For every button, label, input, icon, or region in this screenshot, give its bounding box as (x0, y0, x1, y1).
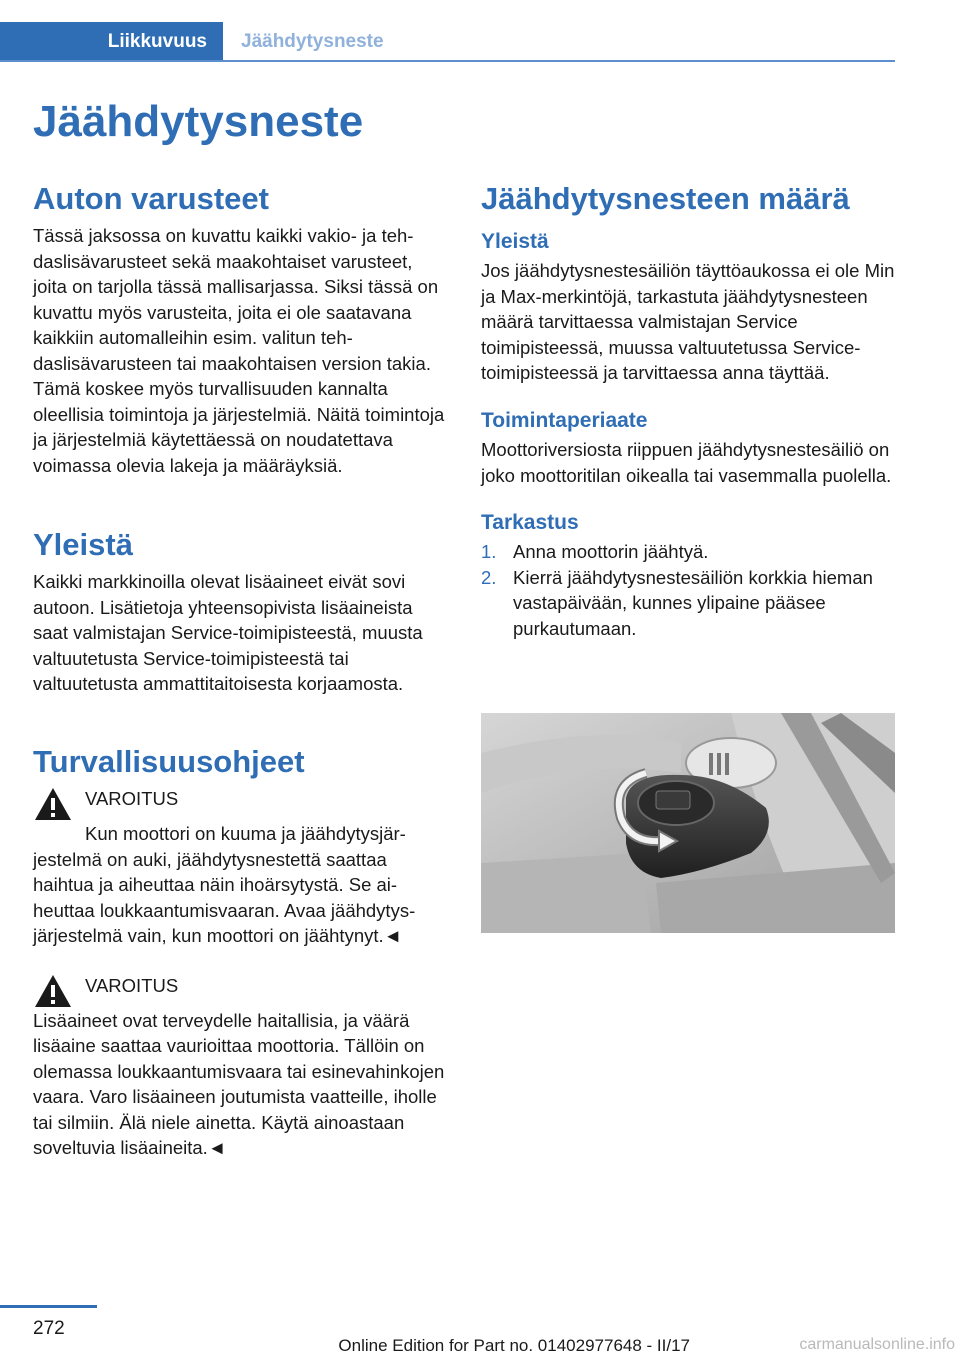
warning-block-2 (33, 973, 451, 1161)
subsection-title-toimintaperiaate: Toimintaperiaate (481, 408, 648, 432)
coolant-cap-photo (481, 713, 895, 933)
warning-triangle-icon (33, 786, 73, 822)
header-divider (0, 60, 895, 62)
list-item (481, 539, 901, 565)
tab-jaahdytysneste[interactable]: Jäähdytysneste (241, 31, 384, 52)
warning-block-1 (33, 786, 451, 949)
subsection-title-yleista: Yleistä (481, 230, 549, 254)
subsection-text-toimintaperiaate: Moottoriversiosta riippuen jäähdytysnestesäiliö on joko moottoritilan oikealla tai vasemmalla puolella. (481, 439, 892, 486)
section-title-turvallisuusohjeet: Turvallisuusohjeet (33, 743, 305, 779)
tab-liikkuvuus[interactable]: Liikkuvuus (0, 22, 223, 62)
warning-title: VAROITUS (85, 788, 179, 810)
warning-text: Lisäaineet ovat terveydelle haitallisia, ja väärä lisäaine saattaa vaurioittaa moottoria. Tällöin on olemassa loukkaantumisvaara tai esinevahinkojen vaara. Varo lisäaineen joutumista vaatteille, iholle tai silmiin. Älä niele ainetta. Käytä ainoastaan soveltuvia lisäaineita.◄ (33, 1009, 445, 1159)
watermark: carmanualsonline.info (799, 1336, 955, 1353)
warning-title: VAROITUS (85, 974, 179, 996)
steps-list (481, 539, 901, 641)
footer-divider (0, 1305, 97, 1308)
step-number: 1. (481, 541, 497, 563)
step-number: 2. (481, 566, 497, 588)
list-item (481, 565, 901, 642)
subsection-text-yleista: Jos jäähdytysnestesäiliön täyttöaukossa ei ole Min ja Max-merkintöjä, tarkastuta jäähdytysnesteen määrä tarvittaessa valmistajan Service toimipisteessä, muussa valtuutetussa Servicetoimipisteessä ja tarvittaessa anna täyttää. (481, 260, 895, 384)
section-title-yleista: Yleistä (33, 527, 133, 563)
edition-text: Online Edition for Part no. 01402977648 - II/17 (338, 1336, 690, 1355)
warning-triangle-icon (33, 973, 73, 1009)
step-text: Kierrä jäähdytysnestesäiliön korkkia hieman vastapäivään, kunnes ylipaine pääsee purkautumaan. (513, 566, 873, 639)
right-column (481, 180, 901, 641)
page-title: Jäähdytysneste (33, 97, 364, 146)
step-text: Anna moottorin jäähtyä. (513, 541, 709, 563)
page-number: 272 (33, 1318, 65, 1339)
warning-text: Kun moottori on kuuma ja jäähdytysjärjestelmä on auki, jäähdytysnestettä saattaa haihtua ja aiheuttaa näin ihoärsytystä. Se aiheuttaa loukkaantumisvaaran. Avaa jäähdytysjärjestelmä vain, kun moottori on jäähtynyt.◄ (33, 823, 416, 947)
subsection-title-tarkastus: Tarkastus (481, 511, 579, 535)
section-text-auton-varusteet: Tässä jaksossa on kuvattu kaikki vakio- ja tehdaslisävarusteet sekä maakohtaiset varusteet, joita on tarjolla tässä mallisarjassa. Siksi tässä on kuvattu myös varusteita, joita ei ole saatavana kaikkiin automalleihin esim. valitun tehdaslisävarusteen tai maakohtaisen version takia. Tämä koskee myös turvallisuuden kannalta oleellisia toimintoja ja järjestelmiä. Näitä toimintoja ja järjestelmiä käytettäessä on noudatettava voimassa olevia lakeja ja määräyksiä. (33, 225, 445, 476)
section-title-maara: Jäähdytysnesteen määrä (481, 181, 850, 216)
section-text-yleista: Kaikki markkinoilla olevat lisäaineet eivät sovi autoon. Lisätietoja yhteensopivista lisäaineista saat valmistajan Service-toimipisteestä, muusta valtuutetusta Service-toimipisteestä tai valtuutetusta ammattitaitoisesta korjaamosta. (33, 571, 423, 695)
coolant-reservoir-illustration (481, 713, 895, 933)
section-title-auton-varusteet: Auton varusteet (33, 181, 269, 216)
left-column (33, 180, 451, 1161)
